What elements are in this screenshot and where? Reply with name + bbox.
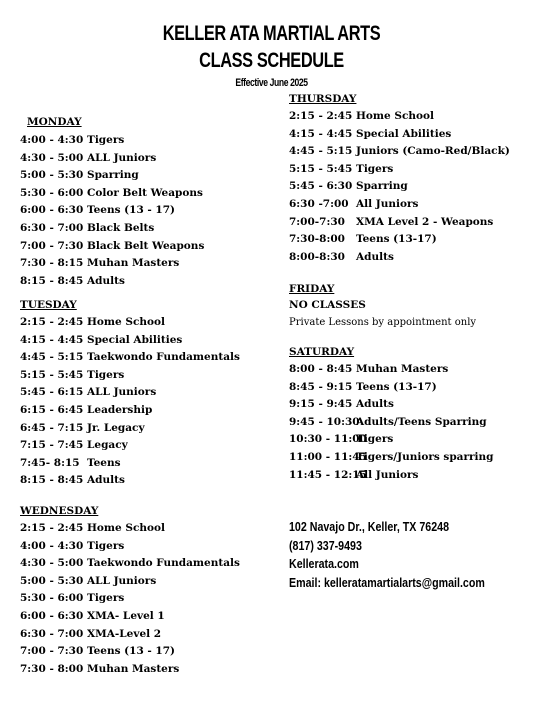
class-time: 7:00 - 7:30 <box>20 645 84 658</box>
phone: (817) 337-9493 <box>289 538 362 553</box>
class-name: Adults/Teens Sparring <box>356 415 487 428</box>
address: 102 Navajo Dr., Keller, TX 76248 <box>289 519 450 534</box>
schedule-row <box>20 273 270 291</box>
friday-heading: FRIDAY <box>289 283 335 295</box>
class-time: 8:15 - 8:45 <box>20 474 84 487</box>
saturday-section <box>289 344 539 484</box>
wednesday-section <box>20 503 270 678</box>
schedule-row <box>289 161 539 179</box>
class-time: 6:30 - 7:00 <box>20 627 84 640</box>
schedule-row <box>20 167 270 185</box>
schedule-row <box>20 238 270 256</box>
class-time: 6:00 - 6:30 <box>20 609 84 622</box>
schedule-row <box>20 455 270 473</box>
schedule-row <box>289 361 539 379</box>
class-time: 4:30 - 5:00 <box>20 151 84 164</box>
class-name: Leadership <box>87 403 153 416</box>
email-link[interactable]: Email: kelleratamartialarts@gmail.com <box>289 575 485 590</box>
class-name: Legacy <box>87 439 128 452</box>
class-name: Muhan Masters <box>356 363 449 375</box>
class-time: 11:00 - 11:45 <box>289 450 367 463</box>
schedule-row <box>20 472 270 490</box>
schedule-row <box>289 396 539 414</box>
schedule-row <box>20 538 270 556</box>
friday-section <box>289 281 539 331</box>
class-time: 4:45 - 5:15 <box>289 145 353 158</box>
class-time: 7:00-7:30 <box>289 215 345 228</box>
class-name: Jr. Legacy <box>87 421 145 434</box>
class-time: 9:45 - 10:30 <box>289 415 360 428</box>
class-time: 5:30 - 6:00 <box>20 186 84 199</box>
class-time: 6:30 - 7:00 <box>20 221 84 234</box>
class-time: 4:15 - 4:45 <box>20 333 84 346</box>
class-name: Tigers <box>87 368 125 381</box>
class-time: 7:30 - 8:15 <box>20 257 84 270</box>
class-time: 6:00 - 6:30 <box>20 204 84 217</box>
schedule-row <box>289 231 539 249</box>
class-time: 2:15 - 2:45 <box>20 522 84 534</box>
class-time: 8:45 - 9:15 <box>289 380 353 393</box>
schedule-row <box>20 314 270 332</box>
class-name: Teens (13-17) <box>356 380 437 393</box>
class-time: 8:15 - 8:45 <box>20 274 84 287</box>
class-time: 4:00 - 4:30 <box>20 134 84 146</box>
class-time: 7:00 - 7:30 <box>20 239 84 252</box>
schedule-row <box>20 202 270 220</box>
class-name: Juniors (Camo-Red/Black) <box>356 145 510 158</box>
class-name: Adults <box>87 274 125 287</box>
class-time: 4:15 - 4:45 <box>289 127 353 140</box>
class-name: Color Belt Weapons <box>87 186 203 199</box>
thursday-section <box>289 91 539 266</box>
friday-private-lessons: Private Lessons by appointment only <box>289 317 477 328</box>
schedule-row <box>20 573 270 591</box>
monday-heading: MONDAY <box>27 116 82 128</box>
class-name: Sparring <box>356 180 408 193</box>
class-time: 5:00 - 5:30 <box>20 169 84 182</box>
schedule-row <box>289 126 539 144</box>
effective-date: Effective June 2025 <box>235 77 308 89</box>
class-name: XMA Level 2 - Weapons <box>356 215 494 228</box>
class-time: 5:45 - 6:30 <box>289 180 353 193</box>
schedule-row <box>289 449 539 467</box>
website-link[interactable]: Kellerata.com <box>289 556 359 571</box>
class-time: 2:15 - 2:45 <box>20 316 84 328</box>
class-name: Tigers/Juniors sparring <box>356 450 494 463</box>
class-name: Tigers <box>87 592 125 605</box>
schedule-row <box>289 178 539 196</box>
schedule-row <box>289 467 539 485</box>
schedule-row <box>20 384 270 402</box>
class-time: 11:45 - 12:15 <box>289 468 367 481</box>
class-time: 9:15 - 9:45 <box>289 398 353 411</box>
schedule-row <box>20 255 270 273</box>
class-name: Taekwondo Fundamentals <box>87 351 240 364</box>
schedule-row <box>20 402 270 420</box>
class-time: 4:00 - 4:30 <box>20 539 84 552</box>
schedule-row <box>289 214 539 232</box>
class-time: 7:45- 8:15 <box>20 456 80 469</box>
thursday-heading: THURSDAY <box>289 93 357 105</box>
class-time: 5:30 - 6:00 <box>20 592 84 605</box>
monday-section <box>20 114 270 290</box>
schedule-row <box>20 349 270 367</box>
class-time: 2:15 - 2:45 <box>289 110 353 122</box>
class-name: ALL Juniors <box>87 151 157 164</box>
class-name: Teens (13 - 17) <box>87 204 175 217</box>
schedule-row <box>20 590 270 608</box>
class-name: All Juniors <box>356 197 419 210</box>
class-name: Teens (13-17) <box>356 233 437 246</box>
class-name: ALL Juniors <box>87 386 157 399</box>
class-name: Muhan Masters <box>87 662 180 675</box>
schedule-row <box>20 220 270 238</box>
class-name: Black Belt Weapons <box>87 239 205 252</box>
class-time: 7:30-8:00 <box>289 233 345 246</box>
class-name: Tigers <box>87 539 125 552</box>
class-name: XMA- Level 1 <box>87 609 165 622</box>
class-name: All Juniors <box>356 468 419 481</box>
schedule-row <box>20 643 270 661</box>
schedule-row <box>20 608 270 626</box>
saturday-heading: SATURDAY <box>289 346 355 358</box>
schedule-row <box>289 414 539 432</box>
tuesday-section <box>20 297 270 490</box>
class-time: 4:30 - 5:00 <box>20 557 84 570</box>
schedule-row <box>20 437 270 455</box>
class-time: 5:45 - 6:15 <box>20 386 84 399</box>
class-time: 5:15 - 5:45 <box>20 368 84 381</box>
schedule-row <box>20 367 270 385</box>
schedule-row <box>20 661 270 679</box>
tuesday-heading: TUESDAY <box>20 299 77 311</box>
class-name: Home School <box>87 316 165 328</box>
schedule-row <box>20 150 270 168</box>
schedule-row <box>20 520 270 538</box>
class-time: 6:45 - 7:15 <box>20 421 84 434</box>
page-subtitle: CLASS SCHEDULE <box>199 49 344 72</box>
class-time: 4:45 - 5:15 <box>20 351 84 364</box>
schedule-row <box>20 626 270 644</box>
schedule-row <box>289 379 539 397</box>
class-name: Teens <box>87 456 121 469</box>
class-name: Tigers <box>87 134 125 146</box>
schedule-row <box>289 108 539 126</box>
class-name: Muhan Masters <box>87 257 180 270</box>
wednesday-heading: WEDNESDAY <box>20 505 99 517</box>
class-name: Home School <box>356 110 434 122</box>
class-time: 6:30 -7:00 <box>289 197 349 210</box>
schedule-row <box>289 249 539 267</box>
schedule-row <box>289 143 539 161</box>
schedule-row <box>20 555 270 573</box>
class-name: Tigers <box>356 162 394 175</box>
class-name: XMA-Level 2 <box>87 627 162 640</box>
class-time: 6:15 - 6:45 <box>20 403 84 416</box>
schedule-row <box>289 431 539 449</box>
schedule-row <box>20 420 270 438</box>
schedule-row <box>20 185 270 203</box>
class-time: 5:15 - 5:45 <box>289 162 353 175</box>
schedule-row <box>20 332 270 350</box>
class-name: Home School <box>87 522 165 534</box>
friday-no-classes: NO CLASSES <box>289 299 366 311</box>
class-name: Tigers <box>356 433 394 446</box>
class-time: 10:30 - 11:00 <box>289 433 367 446</box>
class-name: Teens (13 - 17) <box>87 645 175 658</box>
page-title: KELLER ATA MARTIAL ARTS <box>162 22 381 45</box>
class-time: 8:00 - 8:45 <box>289 363 353 375</box>
class-name: Adults <box>87 474 125 487</box>
class-time: 8:00-8:30 <box>289 250 345 263</box>
schedule-row <box>20 132 270 150</box>
class-name: Adults <box>356 250 394 263</box>
class-time: 7:30 - 8:00 <box>20 662 84 675</box>
class-time: 7:15 - 7:45 <box>20 439 84 452</box>
class-name: Special Abilities <box>356 127 452 140</box>
class-name: Sparring <box>87 169 139 182</box>
schedule-row <box>289 196 539 214</box>
class-name: ALL Juniors <box>87 574 157 587</box>
class-name: Special Abilities <box>87 333 183 346</box>
class-name: Black Belts <box>87 221 155 234</box>
class-name: Taekwondo Fundamentals <box>87 557 240 570</box>
class-time: 5:00 - 5:30 <box>20 574 84 587</box>
class-name: Adults <box>356 398 394 411</box>
